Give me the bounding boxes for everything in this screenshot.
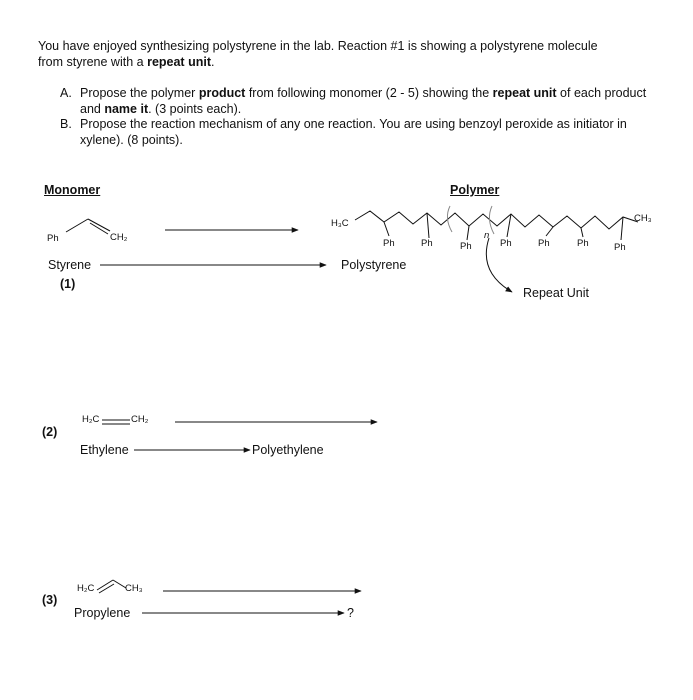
ph-bond [621,217,623,240]
styrene-ph-label: Ph [47,233,59,244]
propylene-double-bond-b [99,584,114,593]
styrene-bond [66,219,88,232]
propylene-double-bond-a [97,580,113,590]
polyethylene-name: Polyethylene [252,443,324,457]
qa-bold-repeat-unit: repeat unit [492,86,557,100]
ph-bond [427,213,429,238]
repeat-unit-label: Repeat Unit [523,286,590,300]
propylene-ch3-label: CH₃ [125,583,143,594]
ph-bond [384,222,389,236]
qa-part: from following monomer (2 - 5) showing the [245,86,493,100]
qa-part: . (3 points each). [148,101,242,116]
reaction1-number: (1) [60,277,76,291]
reaction2-number: (2) [42,425,58,439]
polystyrene-ph-label: Ph [383,238,395,249]
polystyrene-ph-label: Ph [421,238,433,249]
intro-line-1: You have enjoyed synthesizing polystyrene in the lab. Reaction #1 is showing a polystyrene molecule [38,39,598,53]
qa-bold-product: product [198,86,246,100]
polystyrene-ph-label: Ph [538,238,550,249]
qa-part: Propose the polymer [80,86,199,100]
polystyrene-chain [355,211,638,229]
polystyrene-name: Polystyrene [341,258,407,272]
styrene-name: Styrene [48,258,92,272]
ph-bond [467,226,469,240]
polystyrene-ch3-label: CH₃ [634,213,652,224]
reaction3-number: (3) [42,593,58,607]
propylene-name: Propylene [74,606,131,620]
qa-part: of each product and [80,86,647,116]
ethylene-h2c-label: H₂C [82,414,100,425]
ethylene-ch2-label: CH₂ [131,414,149,425]
polystyrene-ph-label: Ph [460,241,472,252]
intro-bold-repeat-unit: repeat unit [147,55,211,69]
qa-bold-name-it: name it [104,101,149,116]
styrene-ch2-label: CH₂ [110,232,128,243]
question-b-marker: B. [60,117,72,131]
polymer-header: Polymer [450,183,500,197]
polystyrene-ph-label: Ph [500,238,512,249]
polystyrene-ph-label: Ph [614,242,626,253]
polystyrene-ph-label: Ph [577,238,589,249]
question-b-text: Propose the reaction mechanism of any one reaction. You are using benzoyl peroxide as initiator in xylene). (8 points). [80,117,627,147]
question-a-marker: A. [60,86,72,100]
propylene-h2c-label: H₂C [77,583,95,594]
styrene-double-bond-a [88,219,110,231]
ph-bond [581,228,583,237]
polystyrene-h3c-label: H₃C [331,218,349,229]
intro-period: . [210,55,215,69]
intro-text: from styrene with a [38,55,148,69]
ph-bond [546,227,553,236]
monomer-header: Monomer [44,183,101,197]
unknown-product-mark: ? [347,606,354,620]
repeat-count-n: n [484,230,490,241]
ethylene-name: Ethylene [80,443,129,457]
